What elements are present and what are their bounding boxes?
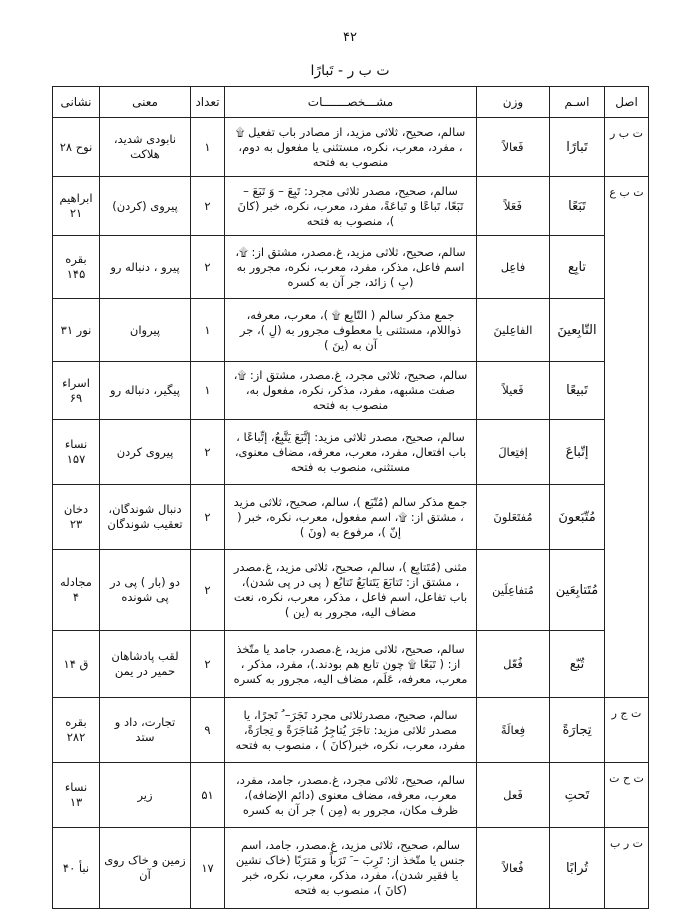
word-cell: مُتَتابِعَین (550, 550, 605, 631)
table-row (53, 177, 649, 236)
description-cell: سالم، صحیح، مصدر ثلاثی مزید: إتَّبَعَ يَتَّبِعُ، إتِّباعًا ، باب افتعال، مفرد، معرب، معرفه، مضاف معنوی، مستثنی، منصوب به فتحه (225, 420, 477, 485)
word-cell: تِجارَةً (550, 698, 605, 763)
reference-cell: نساء ۱۳ (53, 763, 100, 828)
description-cell: سالم، صحیح، ثلاثی مجرد، غ.مصدر، مشتق از: ۩، صفت مشبهه، مفرد، مذکر، نکره، مفعول به، منصوب به فتحه (225, 362, 477, 420)
table-row (53, 118, 649, 177)
count-cell: ۲ (191, 236, 225, 299)
meaning-cell: لقب پادشاهان حمیر در یمن (100, 631, 191, 698)
word-cell: تُبّع (550, 631, 605, 698)
table-row (53, 763, 649, 828)
count-cell: ۹ (191, 698, 225, 763)
count-cell: ۱ (191, 362, 225, 420)
meaning-cell: نابودی شدید، هلاکت (100, 118, 191, 177)
root-cell: ت ب ر (605, 118, 649, 177)
meaning-cell: پیروی (کردن) (100, 177, 191, 236)
wazn-cell: فَعل (477, 763, 550, 828)
header-count: تعداد (191, 87, 225, 118)
description-cell: سالم، صحیح، ثلاثی مزید، غ.مصدر، جامد یا متّخذ از: ( تَبَعًا ۩ چون تابع هم بودند.)، مفرد، مذکر ، معرب، معرفه، عَلَم، مضاف الیه، مجرور به کسره (225, 631, 477, 698)
wazn-cell: مُتفاعِلَین (477, 550, 550, 631)
wazn-cell: فاعِل (477, 236, 550, 299)
count-cell: ۱ (191, 118, 225, 177)
reference-cell: نوح ۲۸ (53, 118, 100, 177)
reference-cell: نبأ ۴۰ (53, 828, 100, 909)
reference-cell: اسراء ۶۹ (53, 362, 100, 420)
header-reference: نشانی (53, 87, 100, 118)
meaning-cell: زیر (100, 763, 191, 828)
description-cell: سالم، صحیح، ثلاثی مزید، از مصادر باب تفعیل ۩ ، مفرد، معرب، نکره، مستثنی یا مفعول به دوم، منصوب به فتحه (225, 118, 477, 177)
header-word: اسـم (550, 87, 605, 118)
meaning-cell: دو (بار ) پی در پی شونده (100, 550, 191, 631)
table-row (53, 420, 649, 485)
reference-cell: ابراهیم ۲۱ (53, 177, 100, 236)
meaning-cell: دنبال شوندگان، تعقیب شوندگان (100, 485, 191, 550)
wazn-cell: الفاعِلینَ (477, 299, 550, 362)
reference-cell: بقره ۱۴۵ (53, 236, 100, 299)
table-row (53, 550, 649, 631)
root-cell: ت ر ب (605, 828, 649, 909)
count-cell: ۲ (191, 631, 225, 698)
description-cell: سالم، صحیح، ثلاثی مزید، غ.مصدر، جامد، اسم جنس یا متّخذ از: تَرِبَ – َ تَرَباً و مَترَبًا (خاک نشین یا فقیر شدن)، مفرد، مذکر، معرب، نکره، خبر (کانَ )، منصوب به فتحه (225, 828, 477, 909)
count-cell: ۵۱ (191, 763, 225, 828)
reference-cell: بقره ۲۸۲ (53, 698, 100, 763)
wazn-cell: فِعالَةً (477, 698, 550, 763)
page-heading: ت ب ر - تَبارًا (310, 63, 390, 79)
reference-cell: ق ۱۴ (53, 631, 100, 698)
wazn-cell: فَعیلاً (477, 362, 550, 420)
table-row (53, 828, 649, 909)
root-cell: ت ب ع (605, 177, 649, 698)
description-cell: سالم، صحیح، ثلاثی مزید، غ.مصدر، مشتق از: ۩، اسم فاعل، مذکر، مفرد، معرب، نکره، مجرور به (بِ ) زائد، جر آن به کسره (225, 236, 477, 299)
root-cell: ت ح ت (605, 763, 649, 828)
description-cell: جمع مذکر سالم ( التّابِع ۩ )، معرب، معرفه، ذواللام، مستثنی یا معطوف مجرور به (لِ )، جر آن به (ینَ ) (225, 299, 477, 362)
reference-cell: دخان ۲۳ (53, 485, 100, 550)
word-cell: تُرابًا (550, 828, 605, 909)
page-number: ۴۲ (343, 30, 357, 45)
count-cell: ۲ (191, 177, 225, 236)
description-cell: سالم، صحیح، ثلاثی مجرد، غ.مصدر، جامد، مفرد، معرب، معرفه، مضاف معنوی (دائم الإضافه)، ظرف مکان، مجرور به (مِن ) جر آن به کسره (225, 763, 477, 828)
table-row (53, 631, 649, 698)
wazn-cell: فَعَلاً (477, 177, 550, 236)
count-cell: ۲ (191, 485, 225, 550)
reference-cell: نور ۳۱ (53, 299, 100, 362)
meaning-cell: زمین و خاک روی آن (100, 828, 191, 909)
table-row (53, 299, 649, 362)
word-cell: تَبیعًا (550, 362, 605, 420)
meaning-cell: پیرو ، دنباله رو (100, 236, 191, 299)
description-cell: جمع مذکر سالم (مُتّبَع )، سالم، صحیح، ثلاثی مزید ، مشتق از: ۩، اسم مفعول، معرب، نکره، خبر ( إنّ )، مرفوع به (ونَ ) (225, 485, 477, 550)
word-cell: تَحتِ (550, 763, 605, 828)
meaning-cell: پیگیر، دنباله رو (100, 362, 191, 420)
wazn-cell: مُفتَعَلونَ (477, 485, 550, 550)
word-cell: تَبارًا (550, 118, 605, 177)
reference-cell: مجادله ۴ (53, 550, 100, 631)
word-cell: مُتّبَعونَ (550, 485, 605, 550)
wazn-cell: إفتِعالَ (477, 420, 550, 485)
wazn-cell: فَعالاً (477, 118, 550, 177)
description-cell: سالم، صحیح، مصدرثلاثی مجرد تَجَرَ– ُ تَجرًا، یا مصدر ثلاثی مزید: تاجَرَ يُتاجِرُ مُتاجَرَةً و تِجارَةً، مفرد، معرب، نکره، خبر(کانَ ) ، منصوب به فتحه (225, 698, 477, 763)
meaning-cell: تجارت، داد و ستد (100, 698, 191, 763)
count-cell: ۲ (191, 550, 225, 631)
meaning-cell: پیروان (100, 299, 191, 362)
word-cell: إتّباعَ (550, 420, 605, 485)
header-root: اصل (605, 87, 649, 118)
header-wazn: وزن (477, 87, 550, 118)
table-row (53, 362, 649, 420)
reference-cell: نساء ۱۵۷ (53, 420, 100, 485)
count-cell: ۲ (191, 420, 225, 485)
wazn-cell: فُعالاً (477, 828, 550, 909)
header-description: مشـــخصـــــــات (225, 87, 477, 118)
table-row (53, 698, 649, 763)
word-cell: تابِع (550, 236, 605, 299)
count-cell: ۱ (191, 299, 225, 362)
description-cell: مثنی (مُتَتابِع )، سالم، صحیح، ثلاثی مزید، غ.مصدر ، مشتق از: تَتابَعَ يَتَتابَعُ تَتابُع ( پی در پی شدن)، باب تفاعل، اسم فاعل ، مذکر، معرب، نکره، نعت مضاف الیه، مجرور به (ین ) (225, 550, 477, 631)
count-cell: ۱۷ (191, 828, 225, 909)
meaning-cell: پیروی کردن (100, 420, 191, 485)
word-cell: تَبَعًا (550, 177, 605, 236)
header-meaning: معنی (100, 87, 191, 118)
table-row (53, 236, 649, 299)
header-row (53, 87, 649, 118)
root-cell: ت ج ر (605, 698, 649, 763)
lexicon-table (52, 86, 649, 909)
table-row (53, 485, 649, 550)
wazn-cell: فُعّل (477, 631, 550, 698)
word-cell: التّابِعینَ (550, 299, 605, 362)
description-cell: سالم، صحیح، مصدر ثلاثی مجرد: تَبِعَ – وَ تَبَعَ – تَبَعًا، تَباعًا و تَباعَةً، مفرد، معرب، نکره، خبر (کانَ )، منصوب به فتحه (225, 177, 477, 236)
